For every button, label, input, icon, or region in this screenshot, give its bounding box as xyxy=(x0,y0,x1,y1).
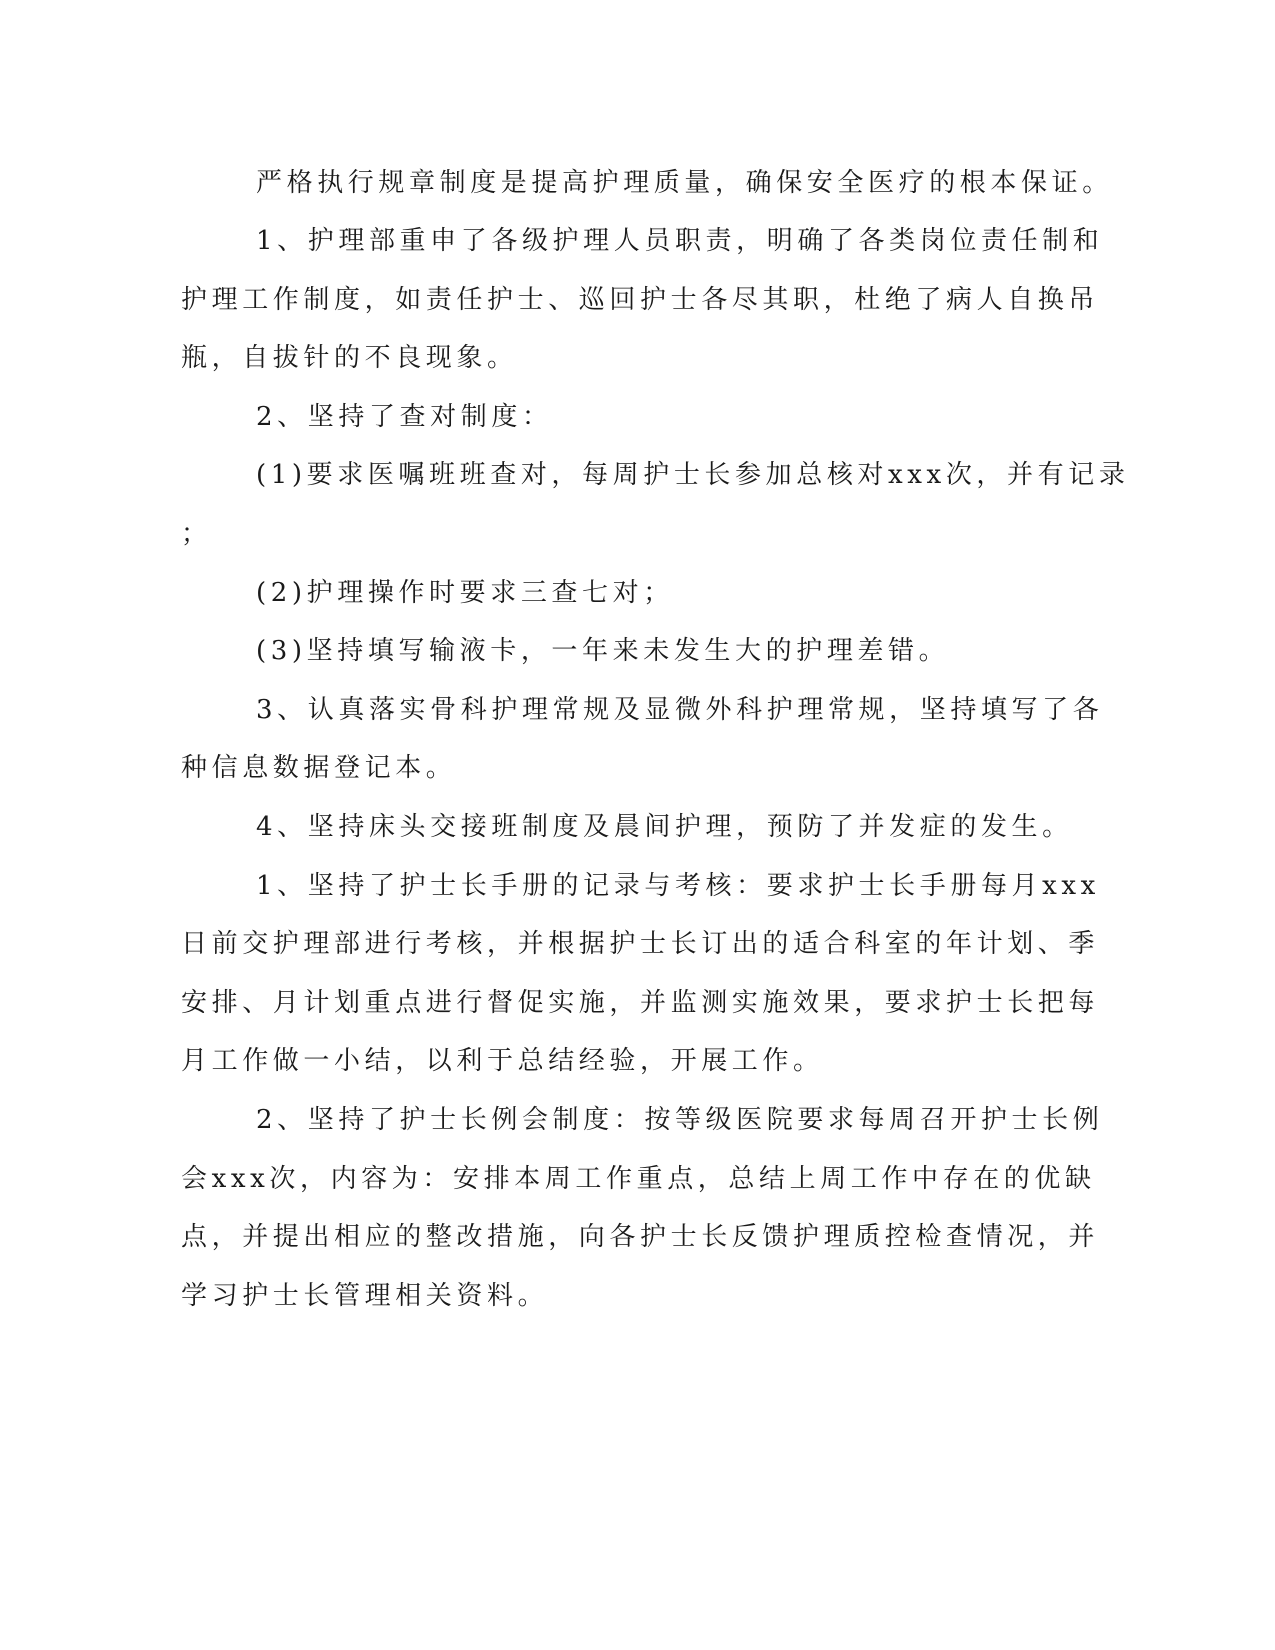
text-line: 会xxx次，内容为：安排本周工作重点，总结上周工作中存在的优缺 xyxy=(181,1164,1096,1194)
text-line: (1)要求医嘱班班查对，每周护士长参加总核对xxx次，并有记录 xyxy=(256,460,1130,490)
text-line: 严格执行规章制度是提高护理质量，确保安全医疗的根本保证。 xyxy=(256,168,1113,198)
text-line: 瓶，自拔针的不良现象。 xyxy=(181,343,518,373)
text-line: 学习护士长管理相关资料。 xyxy=(181,1281,549,1311)
text-line: 种信息数据登记本。 xyxy=(181,753,457,783)
text-line: 4、坚持床头交接班制度及晨间护理，预防了并发症的发生。 xyxy=(256,812,1073,842)
text-line: 1、护理部重申了各级护理人员职责，明确了各类岗位责任制和 xyxy=(256,226,1104,256)
text-line: 1、坚持了护士长手册的记录与考核：要求护士长手册每月xxx xyxy=(256,871,1100,901)
text-line: (3)坚持填写输液卡，一年来未发生大的护理差错。 xyxy=(256,636,950,666)
text-line: 点，并提出相应的整改措施，向各护士长反馈护理质控检查情况，并 xyxy=(181,1222,1100,1252)
text-line: 日前交护理部进行考核，并根据护士长订出的适合科室的年计划、季 xyxy=(181,929,1100,959)
text-line: (2)护理操作时要求三查七对； xyxy=(256,578,674,608)
text-line: 2、坚持了护士长例会制度：按等级医院要求每周召开护士长例 xyxy=(256,1105,1104,1135)
text-line: 2、坚持了查对制度： xyxy=(256,402,553,432)
text-line: 月工作做一小结，以利于总结经验，开展工作。 xyxy=(181,1046,824,1076)
text-line: 安排、月计划重点进行督促实施，并监测实施效果，要求护士长把每 xyxy=(181,988,1100,1018)
text-line: ； xyxy=(181,519,212,549)
text-line: 护理工作制度，如责任护士、巡回护士各尽其职，杜绝了病人自换吊 xyxy=(181,285,1100,315)
text-line: 3、认真落实骨科护理常规及显微外科护理常规，坚持填写了各 xyxy=(256,695,1104,725)
